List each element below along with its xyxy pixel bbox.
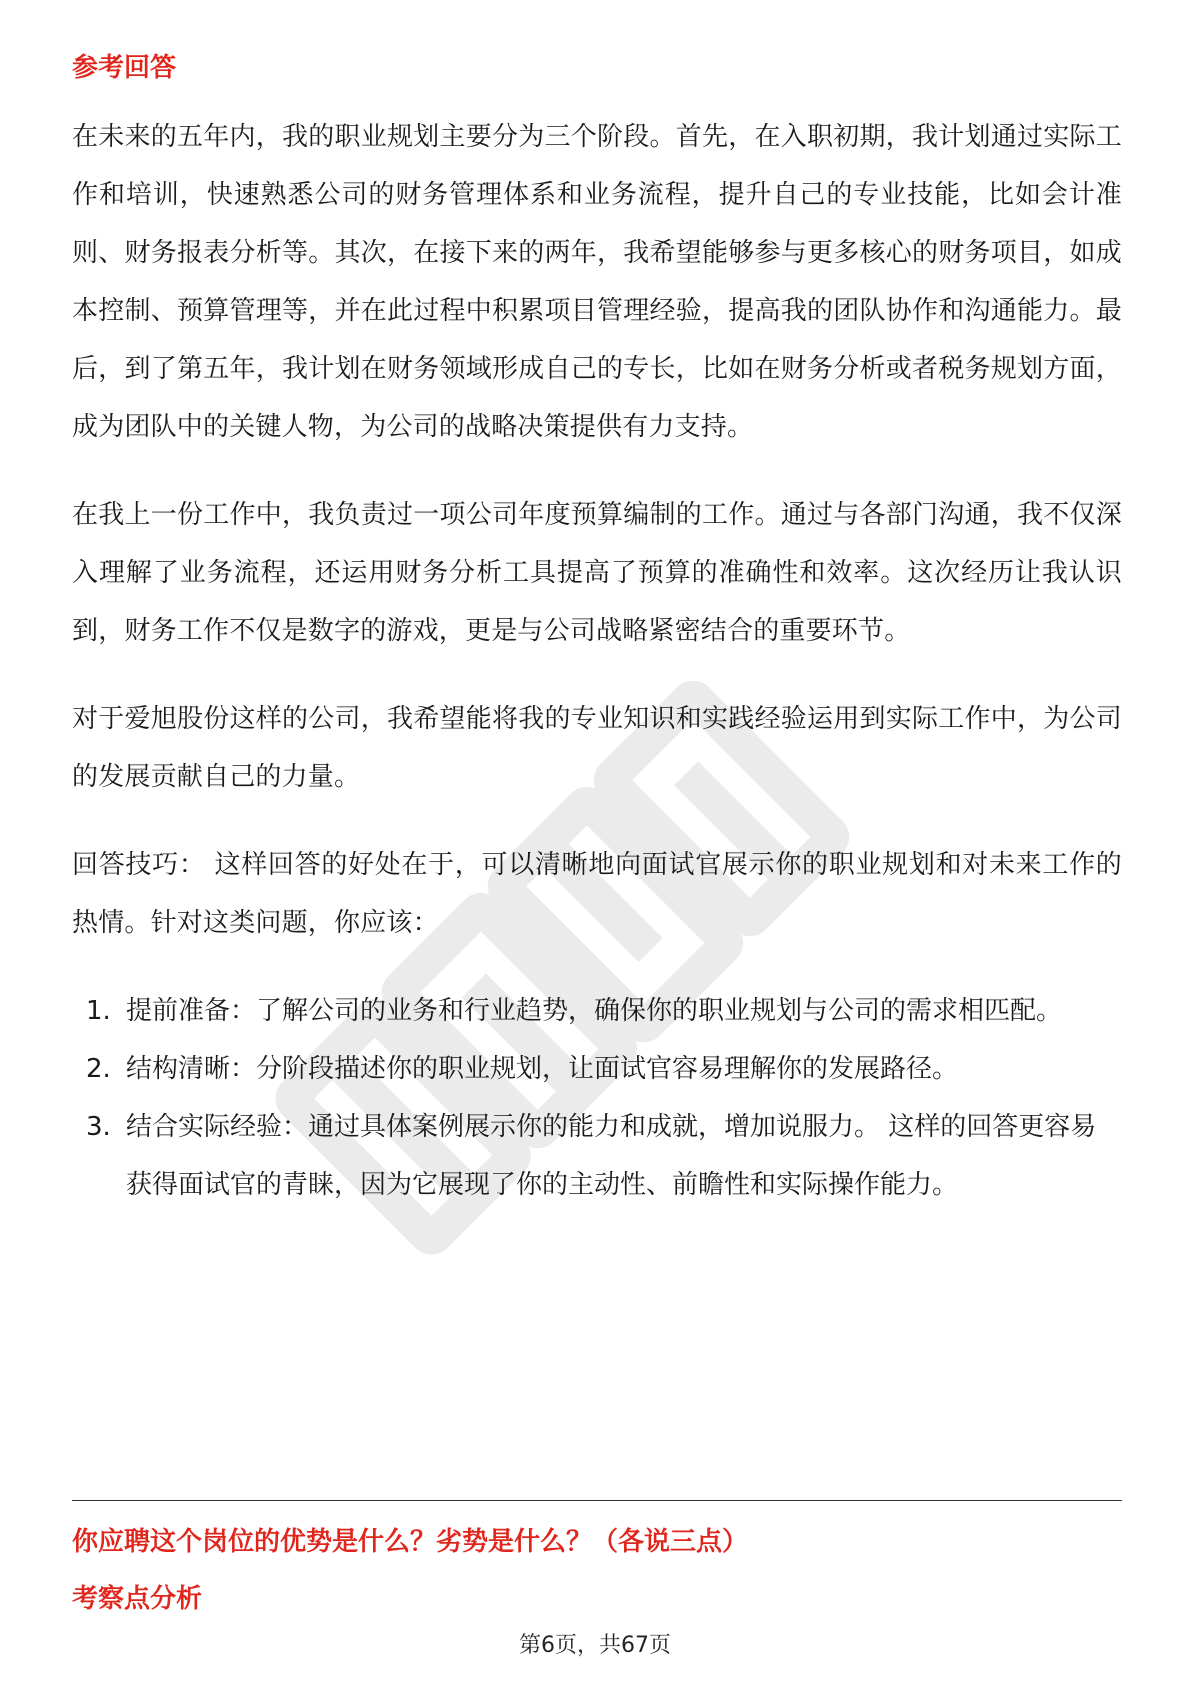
- analysis-subheading: 考察点分析: [72, 1584, 203, 1614]
- list-number: 2.: [86, 1054, 111, 1084]
- section-heading: 参考回答: [72, 53, 177, 83]
- list-item-text: 提前准备：了解公司的业务和行业趋势，确保你的职业规划与公司的需求相匹配。: [126, 996, 1063, 1026]
- list-item-text: 结合实际经验：通过具体案例展示你的能力和成就，增加说服力。 这样的回答更容易获得面试官的青睐，因为它展现了你的主动性、前瞻性和实际操作能力。: [126, 1112, 1097, 1200]
- list-number: 3.: [86, 1112, 111, 1142]
- paragraph-experience: 在我上一份工作中，我负责过一项公司年度预算编制的工作。通过与各部门沟通，我不仅深入理解了业务流程，还运用财务分析工具提高了预算的准确性和效率。这次经历让我认识到，财务工作不仅是数字的游戏，更是与公司战略紧密结合的重要环节。: [72, 500, 1122, 646]
- list-number: 1.: [86, 996, 111, 1026]
- main-content: [72, 48, 1122, 1214]
- page-number: 第6页，共67页: [519, 1633, 671, 1658]
- tips-list: [72, 982, 1122, 1214]
- next-question-heading: 你应聘这个岗位的优势是什么？劣势是什么？（各说三点）: [72, 1527, 749, 1557]
- paragraph-career-plan: 在未来的五年内，我的职业规划主要分为三个阶段。首先，在入职初期，我计划通过实际工作和培训，快速熟悉公司的财务管理体系和业务流程，提升自己的专业技能，比如会计准则、财务报表分析等。其次，在接下来的两年，我希望能够参与更多核心的财务项目，如成本控制、预算管理等，并在此过程中积累项目管理经验，提高我的团队协作和沟通能力。最后，到了第五年，我计划在财务领域形成自己的专长，比如在财务分析或者税务规划方面，成为团队中的关键人物，为公司的战略决策提供有力支持。: [72, 122, 1122, 442]
- list-item-text: 结构清晰：分阶段描述你的职业规划，让面试官容易理解你的发展路径。: [126, 1054, 959, 1084]
- paragraph-company: 对于爱旭股份这样的公司，我希望能将我的专业知识和实践经验运用到实际工作中，为公司的发展贡献自己的力量。: [72, 704, 1122, 792]
- section-divider: [72, 1500, 1122, 1501]
- list-item: [72, 982, 1122, 1040]
- list-item: [72, 1040, 1122, 1098]
- list-item: [72, 1098, 1122, 1214]
- paragraph-tips-intro: 回答技巧： 这样回答的好处在于，可以清晰地向面试官展示你的职业规划和对未来工作的热情。针对这类问题，你应该：: [72, 850, 1123, 938]
